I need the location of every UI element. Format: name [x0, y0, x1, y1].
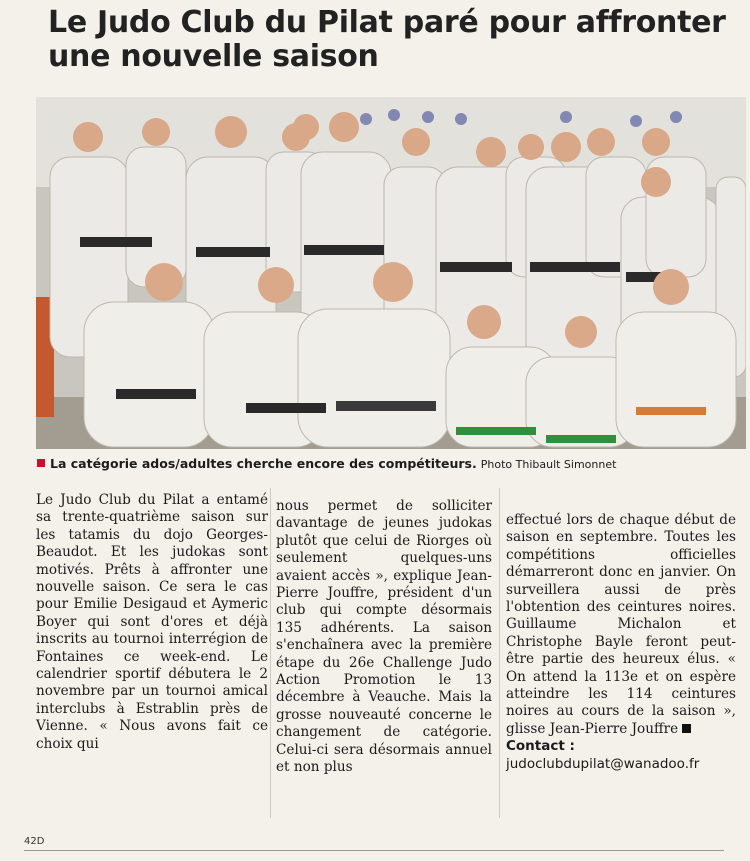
contact-email[interactable]: judoclubdupilat@wanadoo.fr	[506, 755, 700, 772]
caption-marker-icon	[37, 459, 45, 467]
article-column-1: Le Judo Club du Pilat a entamé sa trente-quatrième saison sur les tatamis du dojo Georges-Beaudot. Et les judokas sont motivés. Prêts à affronter une nouvelle saison. Ce sera le cas pour Emilie Desigaud et Aymeric Boyer qui sont d'ores et déjà inscrits au tournoi interrégion de Fontaines ce week-end. Le calendrier sportif débutera le 2 novembre par un tournoi amical interclubs à Estrablin près de Vienne. « Nous avons fait ce choix qui	[36, 492, 268, 752]
end-of-article-icon	[682, 724, 691, 733]
article-column-3-text: effectué lors de chaque début de saison en septembre. Toutes les compétitions officielles démarreront donc en janvier. On surveillera aussi de près l'obtention des ceintures noires. Guillaume Michalon et Christophe Bayle feront peut-être partie des heureux élus. « On attend la 113e et on espère atteindre les 114 ceintures noires au cours de la saison », glisse Jean-Pierre Jouffre	[506, 512, 736, 737]
headline-line-1: Le Judo Club du Pilat paré pour affronter	[48, 5, 726, 40]
photo-caption	[37, 455, 737, 474]
article-headline	[48, 6, 748, 74]
column-divider	[270, 488, 271, 818]
contact-label: Contact :	[506, 738, 575, 755]
page-number: 42D	[24, 836, 45, 847]
team-photo	[36, 97, 746, 449]
bottom-divider	[24, 850, 724, 851]
headline-line-2: une nouvelle saison	[48, 39, 379, 74]
caption-text: La catégorie ados/adultes cherche encore des compétiteurs.	[50, 456, 477, 471]
column-divider	[499, 488, 500, 818]
photo-credit: Photo Thibault Simonnet	[480, 458, 617, 471]
article-column-2: nous permet de solliciter davantage de jeunes judokas plutôt que celui de Riorges où seulement quelques-uns avaient accès », explique Jean-Pierre Jouffre, président d'un club qui compte désormais 135 adhérents. La saison s'enchaînera avec la première étape du 26e Challenge Judo Action Promotion le 13 décembre à Veauche. Mais la grosse nouveauté concerne le changement de catégorie. Celui-ci sera désormais annuel et non plus	[276, 498, 492, 776]
article-column-3	[506, 512, 736, 773]
